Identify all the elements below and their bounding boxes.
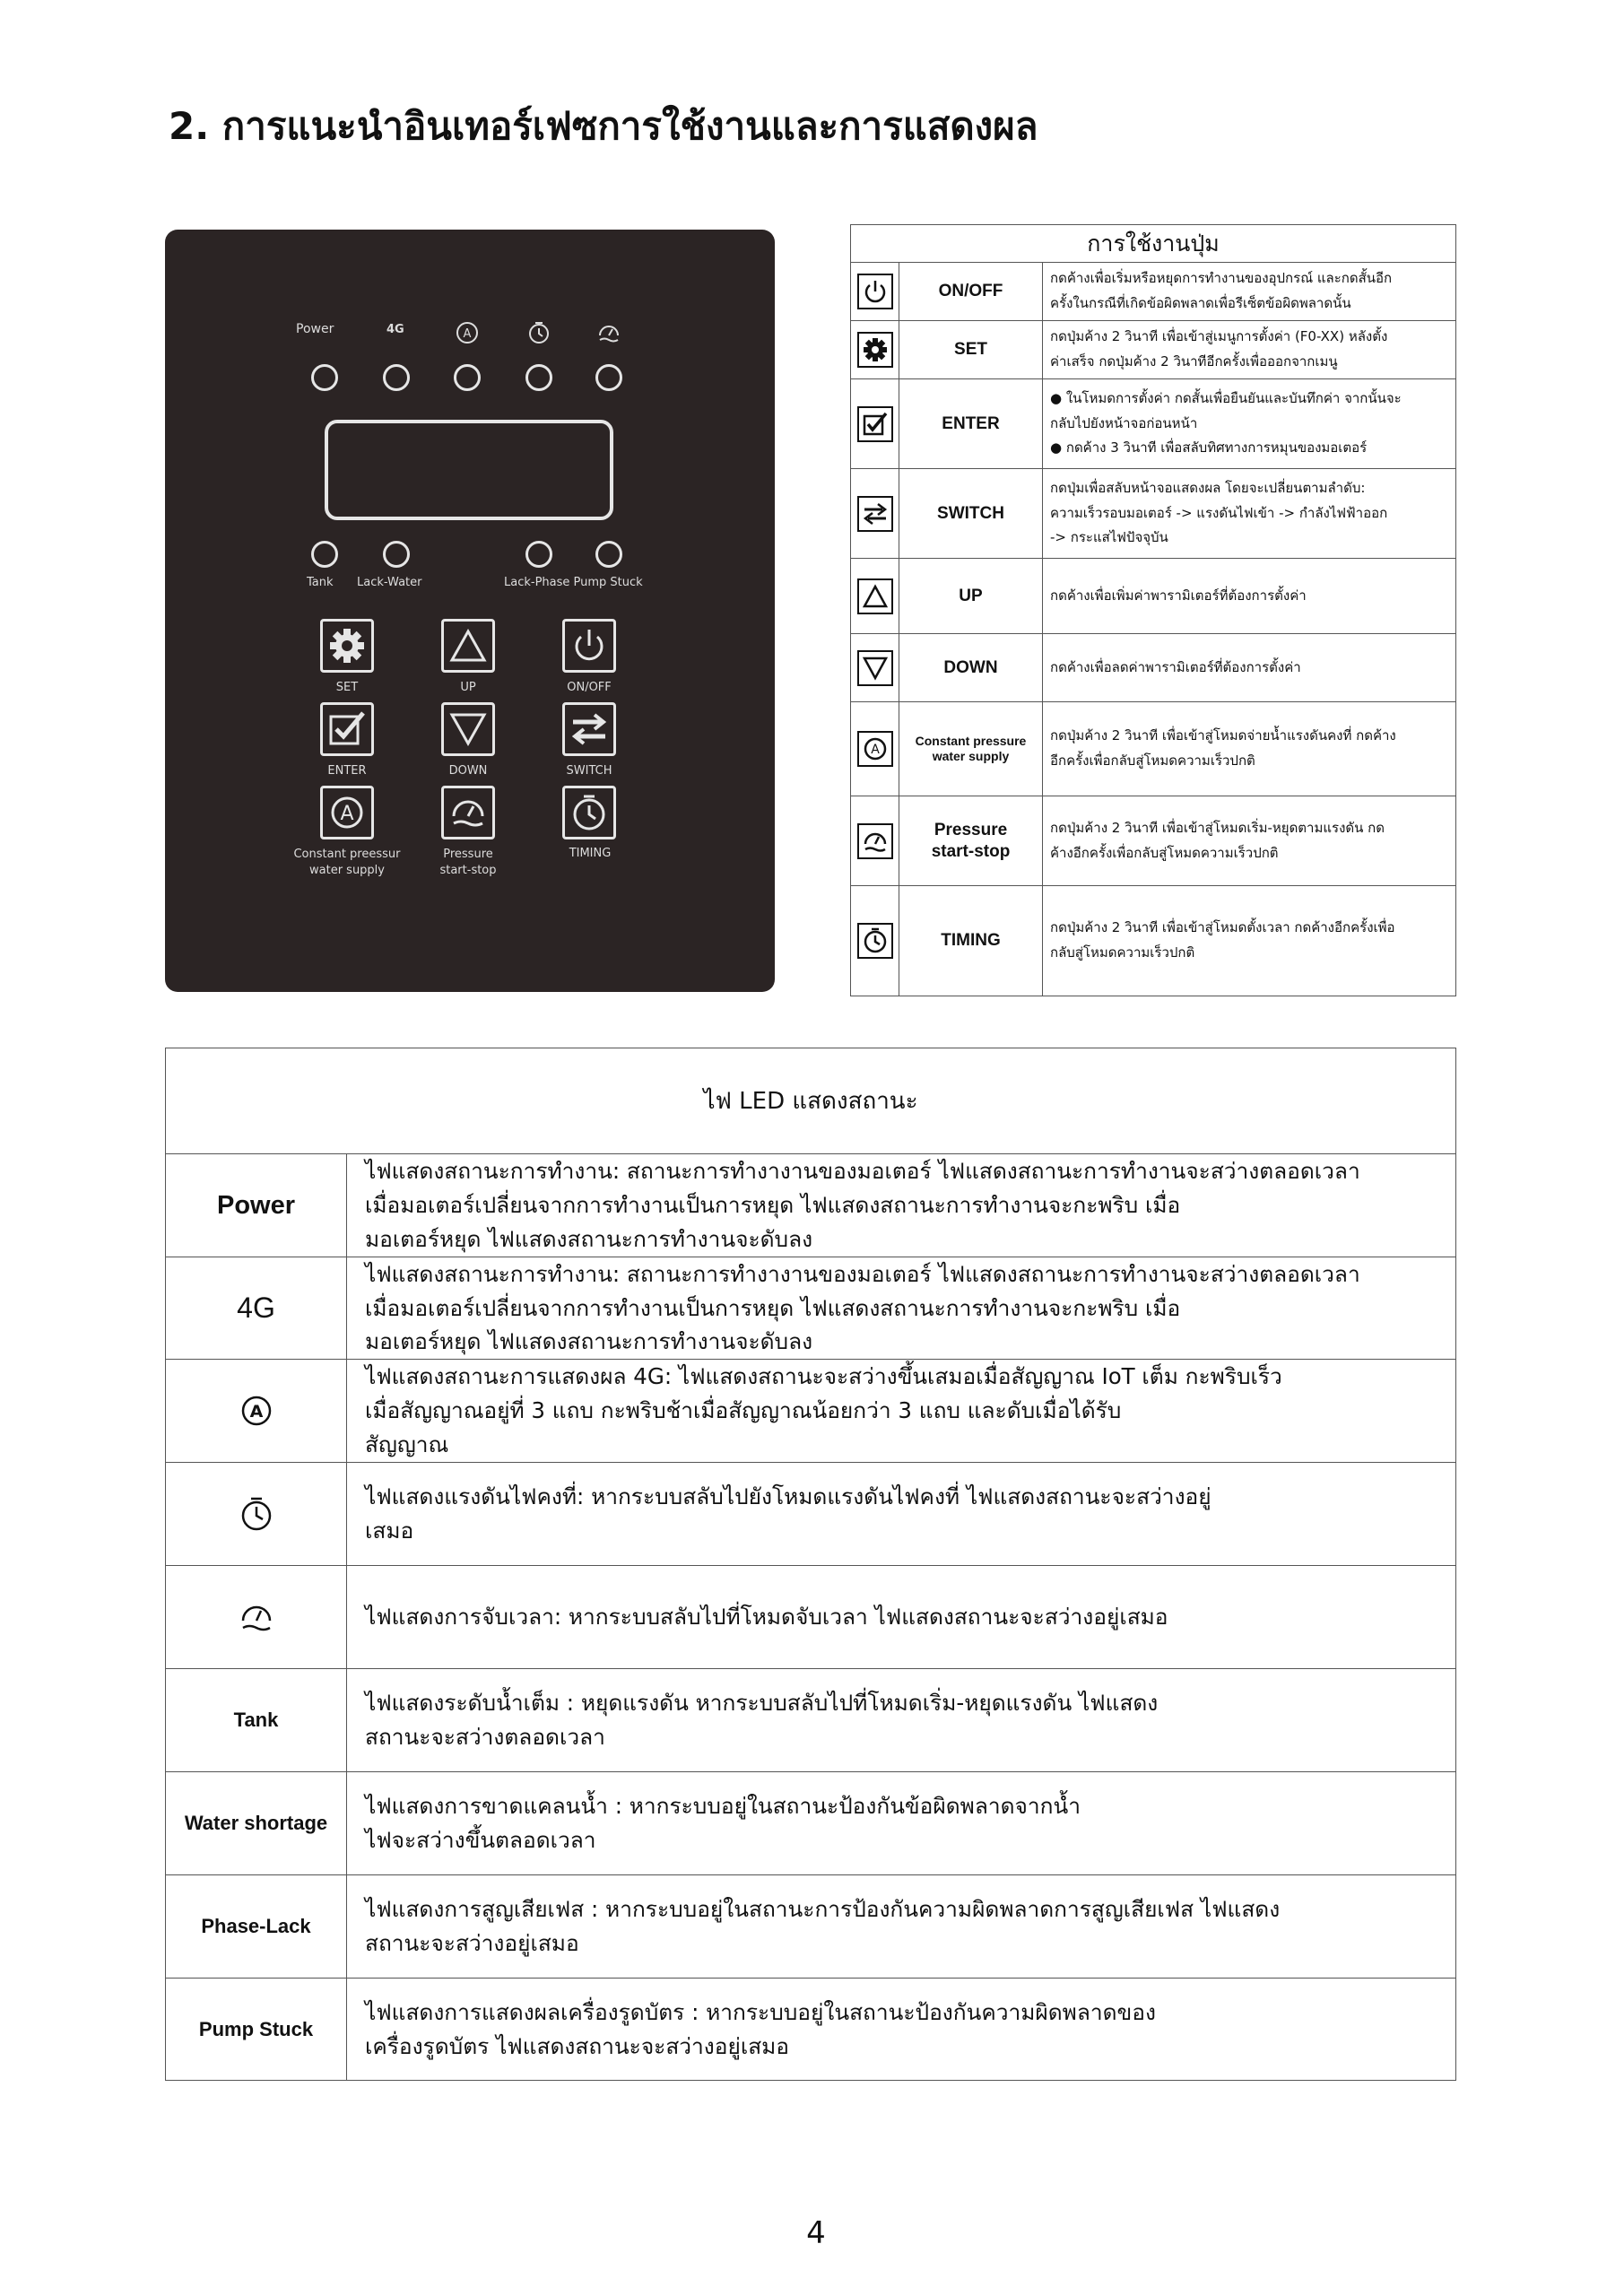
table-row xyxy=(851,321,1455,379)
checkbox-icon xyxy=(861,410,890,439)
button-description: กดค้างเพื่อเริ่มหรือหยุดการทำงานของอุปกรณ์ และกดสั้นอีก ครั้งในกรณีที่เกิดข้อผิดพลาดเพื่อรีเซ็ตข้อผิดพลาดนั้น xyxy=(1050,270,1393,311)
constant-pressure-icon xyxy=(237,1391,276,1431)
gear-icon xyxy=(861,335,890,364)
table-row xyxy=(851,702,1455,796)
button-name: TIMING xyxy=(899,886,1043,996)
led-description: ไฟแสดงสถานะการทำงาน: สถานะการทำงางานของมอเตอร์ ไฟแสดงสถานะการทำงานจะสว่างตลอดเวลา เมื่อมอเตอร์เปลี่ยนจากการทำงานเป็นการหยุด ไฟแสดงสถานะการทำงานจะกะพริบ เมื่อ มอเตอร์หยุด ไฟแสดงสถานะการทำงานจะดับลง xyxy=(365,1158,1360,1252)
button-description: กดปุ่มค้าง 2 วินาที เพื่อเข้าสู่โหมดจ่ายน้ำแรงดันคงที่ กดค้าง อีกครั้งเพื่อกลับสู่โหมดความเร็วปกติ xyxy=(1050,727,1396,769)
button-description: กดค้างเพื่อเพิ่มค่าพารามิเตอร์ที่ต้องการตั้งค่า xyxy=(1050,587,1307,604)
led-name: Power xyxy=(166,1154,347,1257)
led-name: Tank xyxy=(166,1669,347,1771)
svg-text:A: A xyxy=(463,327,472,341)
led-constant-pressure xyxy=(454,364,481,391)
switch-key-label: SWITCH xyxy=(566,764,612,778)
table-row xyxy=(851,469,1455,559)
table-row xyxy=(851,263,1455,321)
on-off-key-label: ON/OFF xyxy=(567,681,612,694)
button-name: UP xyxy=(899,559,1043,633)
table-row xyxy=(851,559,1455,634)
timer-icon xyxy=(861,926,890,955)
down-key-label: DOWN xyxy=(448,764,488,778)
timing-key[interactable] xyxy=(562,786,616,839)
timer-icon xyxy=(525,319,552,346)
checkbox-icon xyxy=(326,708,369,751)
timing-key-label: TIMING xyxy=(569,847,612,860)
led-status-table xyxy=(165,1048,1456,2081)
button-name: DOWN xyxy=(899,634,1043,701)
constant-pressure-icon xyxy=(454,319,481,346)
led-description: ไฟแสดงการสูญเสียเฟส : หากระบบอยู่ในสถานะการป้องกันความผิดพลาดการสูญเสียเฟส ไฟแสดง สถานะจะสว่างอยู่เสมอ xyxy=(365,1896,1281,1956)
svg-text:A: A xyxy=(340,803,354,825)
control-panel xyxy=(165,230,775,992)
up-triangle-icon xyxy=(861,582,890,611)
button-description: กดปุ่มค้าง 2 วินาที เพื่อเข้าสู่โหมดเริ่ม-หยุดตามแรงดัน กด ค้างอีกครั้งเพื่อกลับสู่โหมดความเร็วปกติ xyxy=(1050,819,1385,861)
button-description: ● ในโหมดการตั้งค่า กดสั้นเพื่อยืนยันและบันทึกค่า จากนั้นจะ กลับไปยังหน้าจอก่อนหน้า ● กดค้าง 3 วินาที เพื่อสลับทิศทางการหมุนของมอเตอร์ xyxy=(1050,389,1402,457)
enter-key[interactable] xyxy=(320,702,374,756)
led-name: Water shortage xyxy=(166,1772,347,1874)
svg-text:A: A xyxy=(870,743,880,757)
button-description: กดปุ่มเพื่อสลับหน้าจอแสดงผล โดยจะเปลี่ยนตามลำดับ: ความเร็วรอบมอเตอร์ -> แรงดันไฟเข้า -> กำลังไฟฟ้าออก -> กระแสไฟปัจจุบัน xyxy=(1050,479,1388,546)
table-row xyxy=(166,1566,1455,1669)
pressure-gauge-icon xyxy=(861,827,890,856)
led-description: ไฟแสดงสถานะการแสดงผล 4G: ไฟแสดงสถานะจะสว่างขึ้นเสมอเมื่อสัญญาณ IoT เต็ม กะพริบเร็ว เมื่อสัญญาณอยู่ที่ 3 แถบ กะพริบช้าเมื่อสัญญาณน้อยกว่า 3 แถบ และดับเมื่อได้รับ สัญญาณ xyxy=(365,1363,1282,1457)
led-4g xyxy=(383,364,410,391)
pressure-start-stop-key[interactable] xyxy=(441,786,495,839)
constant-pressure-icon xyxy=(326,791,369,834)
power-icon xyxy=(861,277,890,306)
led-name: Phase-Lack xyxy=(166,1875,347,1978)
table-row xyxy=(166,1979,1455,2080)
timer-icon xyxy=(568,791,611,834)
button-name: Constant pressure water supply xyxy=(899,702,1043,796)
up-key[interactable] xyxy=(441,619,495,673)
pressure-gauge-icon xyxy=(595,319,622,346)
button-name: ON/OFF xyxy=(899,263,1043,320)
table-row xyxy=(166,1669,1455,1772)
led-lack-phase xyxy=(525,541,552,568)
svg-text:A: A xyxy=(249,1402,263,1422)
led-pump-stuck xyxy=(595,541,622,568)
constant-pressure-key[interactable] xyxy=(320,786,374,839)
led-power xyxy=(311,364,338,391)
led-description: ไฟแสดงระดับน้ำเต็ม : หยุดแรงดัน หากระบบสลับไปที่โหมดเริ่ม-หยุดแรงดัน ไฟแสดง สถานะจะสว่างตลอดเวลา xyxy=(365,1690,1159,1750)
led-description: ไฟแสดงการจับเวลา: หากระบบสลับไปที่โหมดจับเวลา ไฟแสดงสถานะจะสว่างอยู่เสมอ xyxy=(365,1604,1168,1631)
table-row xyxy=(851,634,1455,702)
table-row xyxy=(166,1875,1455,1979)
led-description: ไฟแสดงแรงดันไฟคงที่: หากระบบสลับไปยังโหมดแรงดันไฟคงที่ ไฟแสดงสถานะจะสว่างอยู่ เสมอ xyxy=(365,1483,1211,1544)
button-description: กดค้างเพื่อลดค่าพารามิเตอร์ที่ต้องการตั้งค่า xyxy=(1050,658,1301,675)
button-usage-table xyxy=(850,224,1456,996)
button-name: SWITCH xyxy=(899,469,1043,558)
button-name: SET xyxy=(899,321,1043,378)
set-key[interactable] xyxy=(320,619,374,673)
led-pressure-start-stop xyxy=(595,364,622,391)
constant-pressure-key-label: Constant preessur water supply xyxy=(293,848,401,877)
led-table-title: ไฟ LED แสดงสถานะ xyxy=(166,1048,1455,1154)
switch-arrows-icon xyxy=(861,500,890,528)
display-screen xyxy=(325,420,613,520)
status-label-tank: Tank xyxy=(307,576,334,589)
status-label-lack-phase-pump-stuck: Lack-Phase Pump Stuck xyxy=(504,576,643,589)
enter-key-label: ENTER xyxy=(327,764,367,778)
gear-icon xyxy=(326,624,369,667)
down-key[interactable] xyxy=(441,702,495,756)
led-description: ไฟแสดงการขาดแคลนน้ำ : หากระบบอยู่ในสถานะป้องกันข้อผิดพลาดจากน้ำ ไฟจะสว่างขึ้นตลอดเวลา xyxy=(365,1793,1081,1853)
pressure-gauge-icon xyxy=(447,791,490,834)
power-icon xyxy=(568,624,611,667)
led-name: 4G xyxy=(166,1257,347,1359)
led-tank xyxy=(311,541,338,568)
table-row xyxy=(851,379,1455,469)
table-row xyxy=(851,886,1455,996)
indicator-label-power: Power xyxy=(296,322,334,336)
led-name: Pump Stuck xyxy=(166,1979,347,2080)
page-number: 4 xyxy=(806,2215,826,2251)
table-row xyxy=(166,1154,1455,1257)
led-timing xyxy=(525,364,552,391)
button-table-title: การใช้งานปุ่ม xyxy=(851,225,1455,263)
pressure-gauge-icon xyxy=(237,1597,276,1637)
set-key-label: SET xyxy=(335,681,359,694)
switch-key[interactable] xyxy=(562,702,616,756)
led-description: ไฟแสดงการแสดงผลเครื่องรูดบัตร : หากระบบอยู่ในสถานะป้องกันความผิดพลาดของ เครื่องรูดบัตร ไฟแสดงสถานะจะสว่างอยู่เสมอ xyxy=(365,1998,1156,2059)
status-label-lack-water: Lack-Water xyxy=(357,576,422,589)
indicator-label-4g: 4G xyxy=(386,323,404,336)
led-description: ไฟแสดงสถานะการทำงาน: สถานะการทำงางานของมอเตอร์ ไฟแสดงสถานะการทำงานจะสว่างตลอดเวลา เมื่อมอเตอร์เปลี่ยนจากการทำงานเป็นการหยุด ไฟแสดงสถานะการทำงานจะกะพริบ เมื่อ มอเตอร์หยุด ไฟแสดงสถานะการทำงานจะดับลง xyxy=(365,1260,1360,1355)
on-off-key[interactable] xyxy=(562,619,616,673)
table-row xyxy=(166,1772,1455,1875)
table-row xyxy=(851,796,1455,886)
table-row xyxy=(166,1257,1455,1360)
button-description: กดปุ่มค้าง 2 วินาที เพื่อเข้าสู่เมนูการตั้งค่า (F0-XX) หลังตั้ง ค่าเสร็จ กดปุ่มค้าง 2 วินาทีอีกครั้งเพื่อออกจากเมนู xyxy=(1050,328,1388,370)
up-key-label: UP xyxy=(460,681,476,694)
switch-arrows-icon xyxy=(568,708,611,751)
button-description: กดปุ่มค้าง 2 วินาที เพื่อเข้าสู่โหมดตั้งเวลา กดค้างอีกครั้งเพื่อ กลับสู่โหมดความเร็วปกติ xyxy=(1050,919,1395,961)
table-row xyxy=(166,1463,1455,1566)
led-lack-water xyxy=(383,541,410,568)
constant-pressure-icon xyxy=(861,735,890,763)
down-triangle-icon xyxy=(447,708,490,751)
button-name: ENTER xyxy=(899,379,1043,468)
pressure-start-stop-key-label: Pressure start-stop xyxy=(439,848,497,877)
down-triangle-icon xyxy=(861,654,890,683)
up-triangle-icon xyxy=(447,624,490,667)
page-title: 2. การแนะนำอินเทอร์เฟซการใช้งานและการแสดงผล xyxy=(169,104,1038,148)
table-row xyxy=(166,1360,1455,1463)
timer-icon xyxy=(237,1494,276,1534)
button-name: Pressure start-stop xyxy=(899,796,1043,885)
